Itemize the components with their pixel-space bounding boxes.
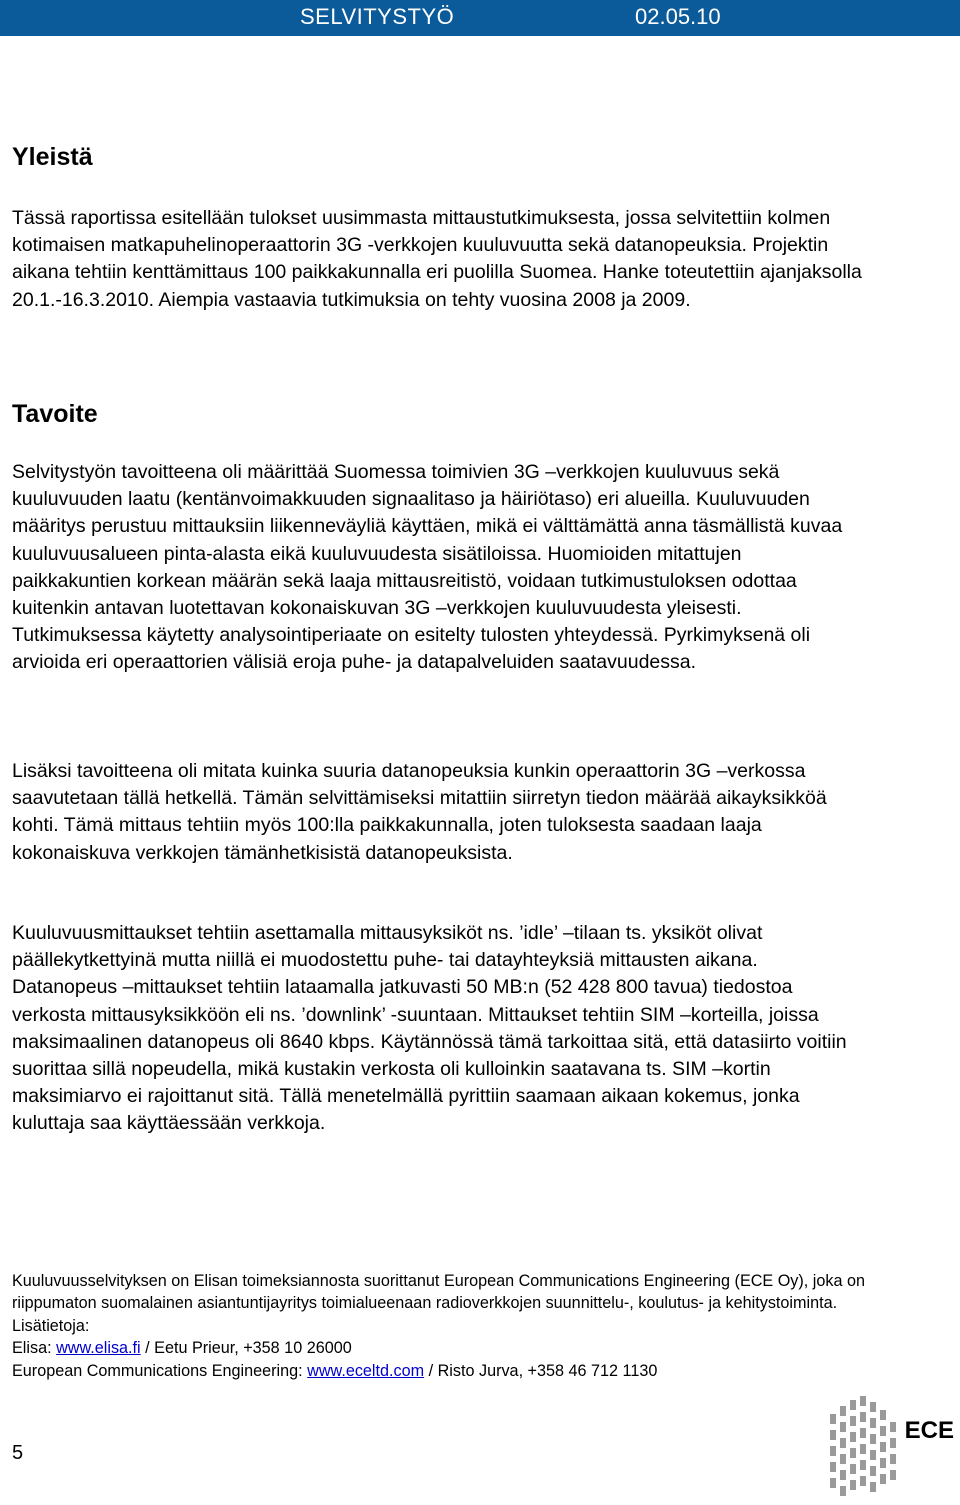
elisa-link[interactable]: www.elisa.fi — [56, 1339, 141, 1358]
ece-link[interactable]: www.eceltd.com — [307, 1361, 425, 1380]
footer-ece-contact: / Risto Jurva, +358 46 712 1130 — [424, 1361, 658, 1380]
heading-yleista: Yleistä — [12, 143, 93, 171]
paragraph-tavoite-2: Lisäksi tavoitteena oli mitata kuinka suuria datanopeuksia kunkin operaattorin 3G –verkossa saavutetaan tällä hetkellä. Tämän selvittämiseksi mitattiin siirretyn tiedon määrää aikayksikköä kohti. Tämä mittaus tehtiin myös 100:lla paikkakunnalla, joten tuloksesta saadaan laaja kokonaiskuva verkkojen tämänhetkisistä datanopeuksista. — [12, 760, 827, 864]
logo-arc-pattern — [830, 1396, 896, 1496]
header-band — [0, 0, 960, 36]
footer-elisa-label: Elisa: — [12, 1339, 57, 1358]
paragraph-tavoite-3: Kuuluvuusmittaukset tehtiin asettamalla mittausyksiköt ns. ’idle’ –tilaan ts. yksiköt olivat päällekytkettyinä mutta niillä ei muodostettu puhe- tai datayhteyksiä mittausten aikana. Datanopeus –mittaukset tehtiin lataamalla jatkuvasti 50 MB:n (52 428 800 tavua) tiedostoa verkosta mittausyksikköön eli ns. ’downlink’ -suuntaan. Mittaukset tehtiin SIM –korteilla, joissa maksimaalinen datanopeus oli 8640 kbps. Käytännössä tämä tarkoittaa sitä, että datasiirto voitiin suorittaa sillä nopeudella, mikä kustakin verkosta oli kulloinkin saatavana ts. SIM –kortin maksimiarvo ei rajoittanut sitä. Tällä menetelmällä pyrittiin saamaan aikaan kokemus, jonka kuluttaja saa käyttäessään verkkoja. — [12, 922, 847, 1135]
paragraph-yleista: Tässä raportissa esitellään tulokset uusimmasta mittaustutkimuksesta, jossa selvitettiin kolmen kotimaisen matkapuhelinoperaattorin 3G -verkkojen kuuluvuutta sekä datanopeuksia. Projektin aikana tehtiin kenttämittaus 100 paikkakunnalla eri puolilla Suomea. Hanke toteutettiin ajanjaksolla 20.1.-16.3.2010. Aiempia vastaavia tutkimuksia on tehty vuosina 2008 ja 2009. — [12, 207, 862, 311]
footer-ece-label: European Communications Engineering: — [12, 1361, 308, 1380]
footer-elisa-contact: / Eetu Prieur, +358 10 26000 — [140, 1339, 352, 1358]
header-date: 02.05.10 — [635, 4, 721, 29]
paragraph-tavoite-1: Selvitystyön tavoitteena oli määrittää Suomessa toimivien 3G –verkkojen kuuluvuus sekä kuuluvuuden laatu (kentänvoimakkuuden signaalitaso ja häiriötaso) eri alueilla. Kuuluvuuden määritys perustuu mittauksiin liikenneväyliä käyttäen, mikä ei välttämättä anna täsmällistä kuvaa kuuluvuusalueen pinta-alasta eikä kuuluvuudesta sisätiloissa. Huomioiden mitattujen paikkakuntien korkean määrän sekä laaja mittausreitistö, voidaan tutkimustuloksen odottaa kuitenkin antavan luotettavan kokonaiskuvan 3G –verkkojen kuuluvuudesta yleisesti. Tutkimuksessa käytetty analysointiperiaate on esitelty tulosten yhteydessä. Pyrkimyksenä oli arvioida eri operaattorien välisiä eroja puhe- ja datapalveluiden saatavuudessa. — [12, 461, 843, 674]
footer-intro: Kuuluvuusselvityksen on Elisan toimeksiannosta suorittanut European Communications Engineering (ECE Oy), joka on riippumaton suomalainen asiantuntijayritys toimialueenaan radioverkkojen suunnittelu-, koulutus- ja kehitystoiminta. Lisätietoja: — [12, 1272, 865, 1335]
logo-text: ECE — [904, 1417, 954, 1444]
footer-contact — [12, 1270, 912, 1382]
header-title: SELVITYSTYÖ — [300, 4, 455, 29]
page-number: 5 — [12, 1442, 24, 1464]
heading-tavoite: Tavoite — [12, 400, 98, 428]
ece-logo — [826, 1392, 960, 1500]
